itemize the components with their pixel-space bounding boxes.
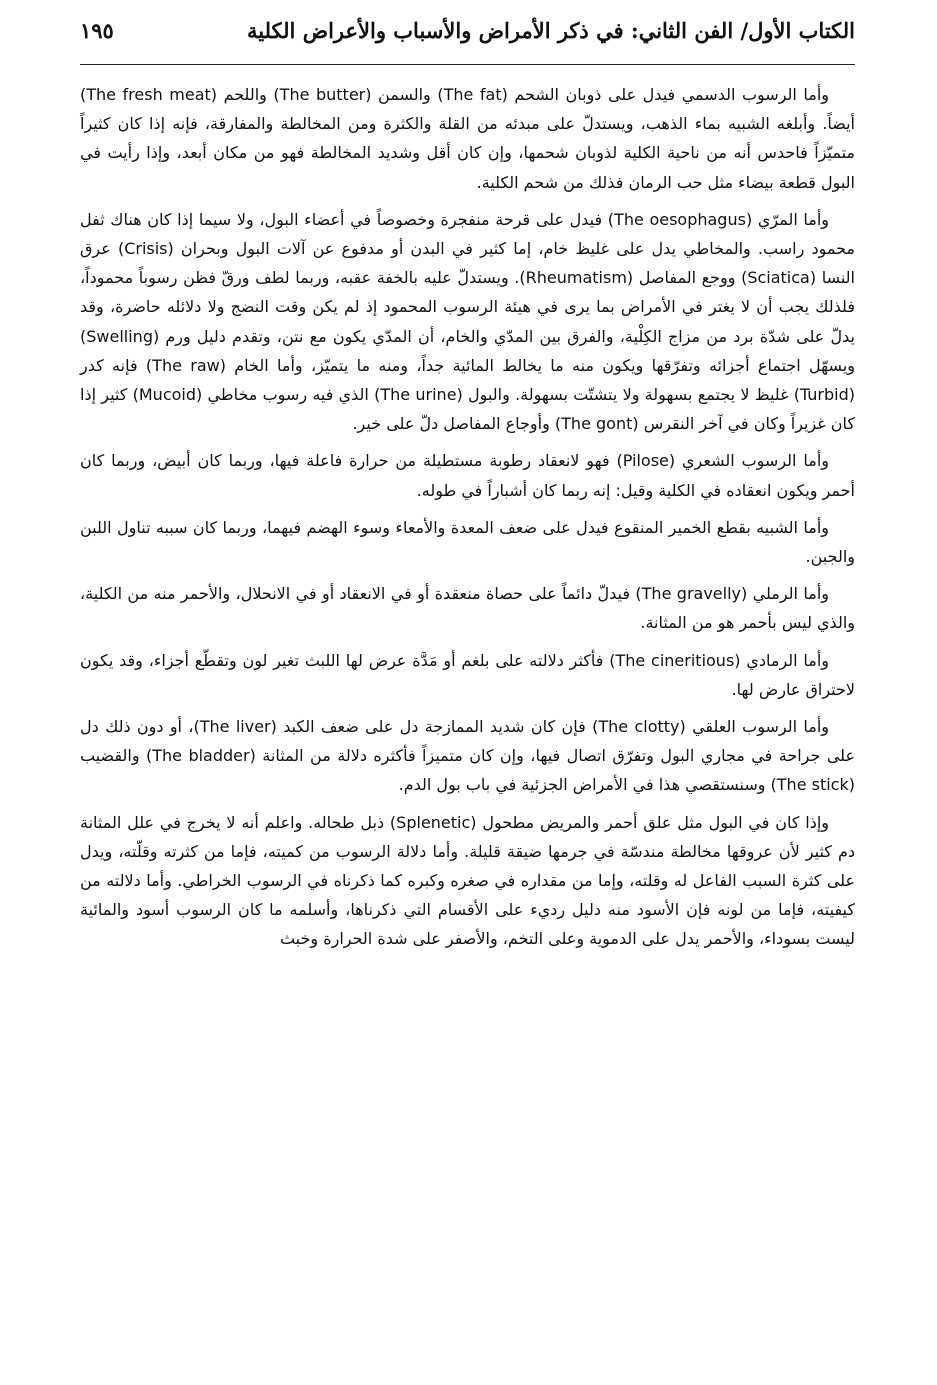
paragraph-sediment-quantity-and-color: وإذا كان في البول مثل علق أحمر والمريض مطحول (Splenetic) ذبل طحاله. واعلم أنه لا يخرج في علل المثانة دم كثير لأن عروقها مخالطة مندسّة في جرمها ضيقة قليلة. وأما دلالة الرسوب من كميته، فإما من كثرته وقلّته، ويدل على كثرة السبب الفاعل له وقلته، وإما من مقداره في صغره وكبره كما ذكرناه في الرسوب الخراطي. وأما دلالته من كيفيته، فإما من لونه فإن الأسود منه دليل رديء على الأقسام التي ذكرناها، وأسلمه ما كان الرسوب أسود والمائية ليست بسوداء، والأحمر يدل على الدموية وعلى التخم، والأصفر على شدة الحرارة وخبث [80,812,855,949]
paragraph-purulent-sediment: وأما المرّي (The oesophagus) فيدل على قرحة منفجرة وخصوصاً في أعضاء البول، ولا سيما إذا كان هناك ثفل محمود راسب. والمخاطي يدل على غليظ خام، إما كثير في البدن أو مدفوع عن آلات البول وبحران (Crisis) عرق النسا (Sciatica) ووجع المفاصل (Rheumatism). ويستدلّ عليه بالخفة عقبه، وربما لطف ورقّ فظن رسوباً محموداً، فلذلك يجب أن لا يغتر في الأمراض بما يرى في هيئة الرسوب المحمود إذ لم يكن وقت النضج ولا دلائله حاضرة، وقد يدلّ على شدّة برد من مزاج الكِلْية، والفرق بين المدّي والخام، أن المدّي يكون مع نتن، وتقدم دليل ورم (Swelling) ويسهّل اجتماع أجزائه وتفرّقها ويكون منه ما يخالط المائية جداً، ومنه ما يتميّز، وأما الخام (The raw) فإنه كدر (Turbid) غليظ لا يجتمع بسهولة ولا يتشتّت بسهولة. والبول (The urine) الذي فيه رسوب مخاطي (Mucoid) كثير إذا كان غزيراً وكان في آخر النقرس (The gont) وأوجاع المفاصل دلّ على خير. [80,209,856,434]
chapter-title: الكتاب الأول/ الفن الثاني: في ذكر الأمراض والأسباب والأعراض الكلية [247,18,855,43]
paragraph-dough-like-sediment: وأما الشبيه بقطع الخمير المنقوع فيدل على ضعف المعدة والأمعاء وسوء الهضم فيهما، وربما كان سببه تناول اللبن والجبن. [80,517,855,567]
header-divider [80,64,855,65]
paragraph-gravelly-sediment: وأما الرملي (The gravelly) فيدلّ دائماً على حصاة منعقدة أو في الانعقاد أو في الانحلال، والأحمر منه من الكلية، والذي ليس بأحمر هو من المثانة. [80,584,855,633]
paragraph-clotty-sediment: وأما الرسوب العلقي (The clotty) فإن كان شديد الممازجة دل على ضعف الكبد (The liver)، أو دون ذلك دل على جراحة في مجاري البول وتفرّق اتصال فيها، وإن كان متميزاً فأكثره دلالة من المثانة (The bladder) والقضيب (The stick) وسنستقصي هذا في الأمراض الجزئية في باب بول الدم. [80,717,856,795]
running-header [80,14,855,58]
page-number: ١٩٥ [80,18,114,43]
body-text [80,80,855,954]
paragraph-ashy-sediment: وأما الرمادي (The cineritious) فأكثر دلالته على بلغم أو مَدَّة عرض لها اللبث تغير لون وتقطّع أجزاء، وقد يكون لاحتراق عارض لها. [80,650,855,699]
paragraph-fatty-sediment: وأما الرسوب الدسمي فيدل على ذوبان الشحم (The fat) والسمن (The butter) واللحم (The fresh meat) أيضاً. وأبلغه الشبيه بماء الذهب، ويستدلّ على مبدئه من القلة والكثرة ومن المخالطة والمفارقة، فإنه إذا كان كثيراً متميّزاً فاحدس أنه من ناحية الكلية لذوبان شحمها، وإن كان أقل وشديد المخالطة فهو من مكان أبعد، وإذا رأيت في البول قطعة بيضاء مثل حب الرمان فذلك من شحم الكلية. [80,85,855,192]
paragraph-hairy-sediment: وأما الرسوب الشعري (Pilose) فهو لانعقاد رطوبة مستطيلة من حرارة فاعلة فيها، وربما كان أبيض، وربما كان أحمر ويكون انعقاده في الكلية وقيل: إنه ربما كان أشباراً في طوله. [80,451,855,500]
